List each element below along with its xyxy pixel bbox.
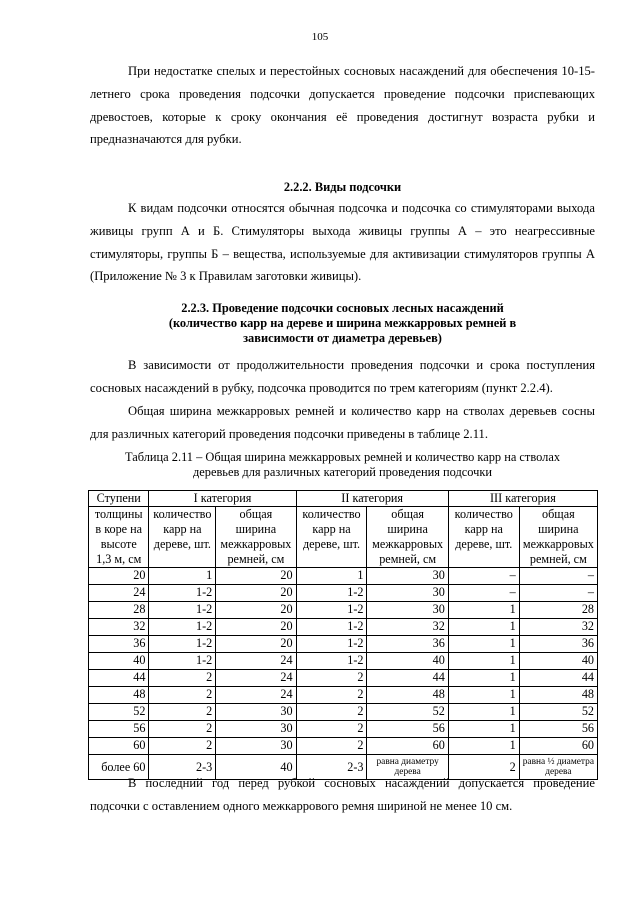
table-row — [89, 721, 598, 738]
table-cell: 2 — [296, 670, 367, 687]
table-cell: 60 — [519, 738, 597, 755]
header-category-1: I категория — [149, 491, 296, 507]
table-cell: 52 — [367, 704, 448, 721]
table-caption-line-1: Таблица 2.11 – Общая ширина межкарровых ремней и количество карр на стволах — [124, 450, 561, 464]
table-cell: 1-2 — [296, 653, 367, 670]
table-row — [89, 585, 598, 602]
table-cell: 56 — [519, 721, 597, 738]
table-cell: 2 — [149, 687, 216, 704]
table-row — [89, 636, 598, 653]
table-cell: 32 — [367, 619, 448, 636]
table-cell: 1-2 — [149, 602, 216, 619]
table-cell: 1-2 — [149, 585, 216, 602]
table-cell: 36 — [89, 636, 149, 653]
table-cell: 52 — [89, 704, 149, 721]
table-cell: 56 — [367, 721, 448, 738]
table-cell: 2 — [296, 721, 367, 738]
table-cell: 2 — [149, 704, 216, 721]
table-cell: 2 — [296, 687, 367, 704]
table-cell: 40 — [89, 653, 149, 670]
table-cell: 60 — [367, 738, 448, 755]
table-cell: – — [519, 568, 597, 585]
table-cell: 30 — [367, 585, 448, 602]
table-cell: 30 — [367, 568, 448, 585]
table-2-11 — [88, 490, 598, 780]
table-cell: 1 — [296, 568, 367, 585]
header-stage: Ступени — [89, 491, 149, 507]
table-cell: – — [448, 585, 519, 602]
table-cell: 44 — [519, 670, 597, 687]
table-cell: 20 — [216, 585, 296, 602]
table-cell: 1 — [448, 721, 519, 738]
table-cell: 24 — [216, 687, 296, 704]
table-cell: 1 — [448, 670, 519, 687]
table-cell: 24 — [216, 653, 296, 670]
table-row — [89, 653, 598, 670]
table-cell: 30 — [216, 721, 296, 738]
table-cell: 40 — [367, 653, 448, 670]
table-cell: 28 — [519, 602, 597, 619]
header-category-2: II категория — [296, 491, 448, 507]
table-cell: 20 — [89, 568, 149, 585]
table-cell: 1-2 — [149, 619, 216, 636]
header-count-1: количество карр на дереве, шт. — [149, 507, 216, 568]
table-row — [89, 704, 598, 721]
heading-line-1: 2.2.3. Проведение подсочки сосновых лесных насаждений — [181, 301, 504, 315]
table-cell: 32 — [89, 619, 149, 636]
table-cell: 2 — [149, 721, 216, 738]
table-cell: 30 — [367, 602, 448, 619]
table-cell: 1-2 — [296, 619, 367, 636]
heading-2-2-2: 2.2.2. Виды подсочки — [283, 180, 402, 194]
table-cell: 30 — [216, 704, 296, 721]
table-cell: 1 — [448, 738, 519, 755]
table-cell: – — [448, 568, 519, 585]
table-cell: 60 — [89, 738, 149, 755]
table-cell: 44 — [89, 670, 149, 687]
heading-2-2-3 — [90, 301, 595, 346]
table-row — [89, 738, 598, 755]
table-cell: 2-3 — [149, 755, 216, 780]
paragraph-1: При недостатке спелых и перестойных сосновых насаждений для обеспечения 10-15-летнего срока проведения подсочки допускается проведение подсочки приспевающих древостоев, которые к сроку окончания её проведения достигнут возраста рубки и предназначаются для рубки. — [90, 64, 595, 147]
paragraph-3: В зависимости от продолжительности проведения подсочки и срока поступления сосновых насаждений в рубку, подсочка проводится по трем категориям (пункт 2.2.4). — [90, 358, 595, 395]
table-cell: 1 — [448, 619, 519, 636]
table-caption-line-2: деревьев для различных категорий проведения подсочки — [192, 465, 493, 479]
table-cell: 1-2 — [296, 585, 367, 602]
table-cell: 2 — [149, 670, 216, 687]
heading-line-2: (количество карр на дереве и ширина межкарровых ремней в — [168, 316, 517, 330]
table-cell: 20 — [216, 568, 296, 585]
table-cell: 20 — [216, 636, 296, 653]
table-cell: 1 — [448, 704, 519, 721]
paragraph-4: Общая ширина межкарровых ремней и количество карр на стволах деревьев сосны для различных категорий проведения подсочки приведены в таблице 2.11. — [90, 404, 595, 441]
table-cell: – — [519, 585, 597, 602]
page-number: 105 — [311, 31, 329, 43]
table-row — [89, 670, 598, 687]
table-cell: 1 — [448, 636, 519, 653]
table-cell: 2 — [296, 738, 367, 755]
table-cell: 56 — [89, 721, 149, 738]
table-row — [89, 687, 598, 704]
table-cell: 28 — [89, 602, 149, 619]
table-cell: 52 — [519, 704, 597, 721]
table-cell: 1 — [448, 602, 519, 619]
table-cell: равна диаметру дерева — [367, 755, 448, 780]
header-count-3: количество карр на дереве, шт. — [448, 507, 519, 568]
table-cell: 48 — [367, 687, 448, 704]
table-cell: 48 — [89, 687, 149, 704]
table-cell: 1 — [149, 568, 216, 585]
table-cell: 1-2 — [149, 653, 216, 670]
header-width-3: общая ширина межкарровых ремней, см — [519, 507, 597, 568]
table-cell: 2-3 — [296, 755, 367, 780]
table-cell: 1 — [448, 687, 519, 704]
table-cell: 36 — [519, 636, 597, 653]
table-cell: 24 — [216, 670, 296, 687]
table-cell: 2 — [149, 738, 216, 755]
table-row — [89, 619, 598, 636]
table-cell: 1-2 — [149, 636, 216, 653]
table-cell: 30 — [216, 738, 296, 755]
table-row — [89, 602, 598, 619]
table-cell: 24 — [89, 585, 149, 602]
header-width-1: общая ширина межкарровых ремней, см — [216, 507, 296, 568]
table-cell: 36 — [367, 636, 448, 653]
table-cell: 1 — [448, 653, 519, 670]
table-cell: 20 — [216, 602, 296, 619]
table-cell: равна ½ диаметра дерева — [519, 755, 597, 780]
table-cell: 2 — [448, 755, 519, 780]
table-cell: 1-2 — [296, 602, 367, 619]
table-cell: 40 — [519, 653, 597, 670]
table-cell: 44 — [367, 670, 448, 687]
paragraph-5: В последний год перед рубкой сосновых насаждений допускается проведение подсочки с оставлением одного межкаррового ремня шириной не менее 10 см. — [90, 776, 595, 813]
table-cell: более 60 — [89, 755, 149, 780]
table-cell: 1-2 — [296, 636, 367, 653]
table-caption — [90, 450, 595, 480]
table-cell: 20 — [216, 619, 296, 636]
header-count-2: количество карр на дереве, шт. — [296, 507, 367, 568]
table-cell: 48 — [519, 687, 597, 704]
table-row — [89, 568, 598, 585]
table-cell: 40 — [216, 755, 296, 780]
header-width-2: общая ширина межкарровых ремней, см — [367, 507, 448, 568]
heading-line-3: зависимости от диаметра деревьев) — [243, 331, 442, 345]
header-stage-sub: толщины в коре на высоте 1,3 м, см — [89, 507, 149, 568]
paragraph-2: К видам подсочки относятся обычная подсочка и подсочка со стимуляторами выхода живицы групп А и Б. Стимуляторы выхода живицы группы А – это неагрессивные стимуляторы, группы Б – вещества, используемые для активизации стимуляторов группы А (Приложение № 3 к Правилам заготовки живицы). — [90, 201, 595, 284]
table-cell: 2 — [296, 704, 367, 721]
table-cell: 32 — [519, 619, 597, 636]
header-category-3: III категория — [448, 491, 597, 507]
